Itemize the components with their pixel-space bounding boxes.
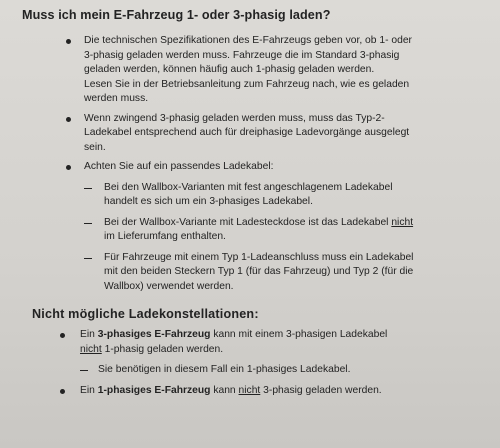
list-item: Achten Sie auf ein passendes Ladekabel: [22,160,486,175]
list-item: Die technischen Spezifikationen des E-Fahrzeugs geben vor, ob 1- oder 3-phasig geladen werden muss. Fahrzeuge die im Standard 3-phasig geladen werden, können häufig auch 1-phasig geladen werden. Lesen Sie in der Betriebsanleitung zum Fahrzeug nach, wie es geladen werden muss. [22,34,486,107]
underlined-text: nicht [238,384,261,396]
list-item: Ein 3-phasiges E-Fahrzeug kann mit einem 3-phasigen Ladekabel nicht 1-phasig geladen werden. [22,328,486,357]
bullet-list [22,34,486,175]
sub-list-item: Sie benötigen in diesem Fall ein 1-phasiges Ladekabel. [22,363,486,378]
page-title: Muss ich mein E-Fahrzeug 1- oder 3-phasig laden? [22,8,331,22]
bold-text: 1-phasiges E-Fahrzeug [97,384,211,396]
underlined-text: nicht [80,343,102,355]
constellation-list [22,328,486,357]
list-item: Ein 1-phasiges E-Fahrzeug kann nicht 3-phasig geladen werden. [22,384,486,399]
list-item: Wenn zwingend 3-phasig geladen werden muss, muss das Typ-2- Ladekabel entsprechend auch für dreiphasige Ladevorgänge ausgelegt sein. [22,112,486,156]
sub-list-item: Bei den Wallbox-Varianten mit fest angeschlagenem Ladekabel handelt es sich um ein 3-phasiges Ladekabel. [22,181,486,210]
sub-list-item: Für Fahrzeuge mit einem Typ 1-Ladeanschluss muss ein Ladekabel mit den beiden Steckern Typ 1 (für das Fahrzeug) und Typ 2 (für die Wallbox) verwendet werden. [22,251,486,295]
bold-text: 3-phasiges E-Fahrzeug [97,329,211,340]
underlined-text: nicht [391,216,414,228]
constellation-list-2 [22,384,486,399]
sub-list-item: Bei der Wallbox-Variante mit Ladesteckdose ist das Ladekabel nicht im Lieferumfang enthalten. [22,216,486,245]
section-heading: Nicht mögliche Ladekonstellationen: [32,307,259,321]
